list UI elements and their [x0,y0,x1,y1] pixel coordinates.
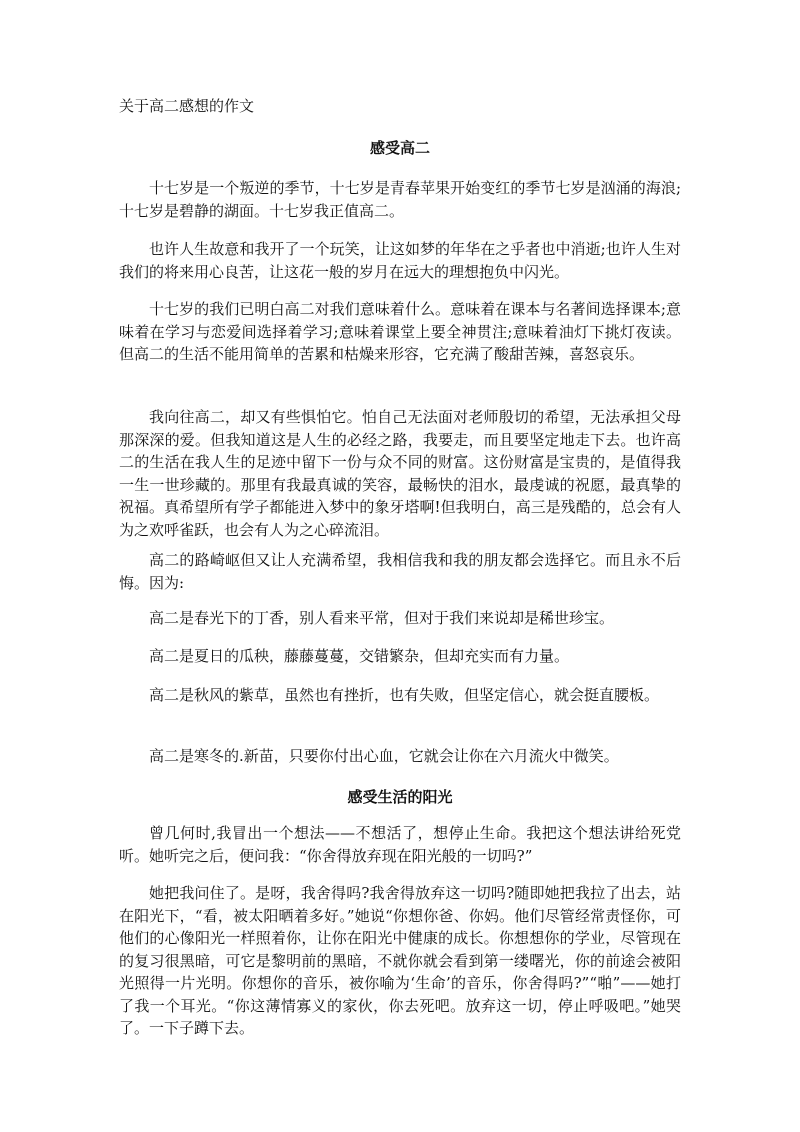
paragraph: 十七岁是一个叛逆的季节，十七岁是青春苹果开始变红的季节七岁是汹涌的海浪;十七岁是碧静的湖面。十七岁我正值高二。 [119,179,681,220]
paragraph: 高二是秋风的紫草，虽然也有挫折，也有失败，但坚定信心，就会挺直腰板。 [149,686,660,704]
paragraph: 十七岁的我们已明白高二对我们意味着什么。意味着在课本与名著间选择课本;意味着在学习与恋爱间选择着学习;意味着课堂上要全神贯注;意味着油灯下挑灯夜读。但高二的生活不能用简单的苦累和枯燥来形容，它充满了酸甜苦辣，喜怒哀乐。 [119,300,681,363]
paragraph: 高二是夏日的瓜秧，藤藤蔓蔓，交错繁杂，但却充实而有力量。 [149,647,570,665]
paragraph: 也许人生故意和我开了一个玩笑，让这如梦的年华在之乎者也中消逝;也许人生对我们的将来用心良苦，让这花一般的岁月在远大的理想抱负中闪光。 [119,240,681,281]
section-heading-1: 感受高二 [369,139,430,157]
paragraph: 高二是春光下的丁香，别人看来平常，但对于我们来说却是稀世珍宝。 [149,609,615,627]
paragraph: 我向往高二，却又有些惧怕它。怕自己无法面对老师殷切的希望，无法承担父母那深深的爱。但我知道这是人生的必经之路，我要走，而且要坚定地走下去。也许高二的生活在我人生的足迹中留下一份与众不同的财富。这份财富是宝贵的，是值得我一生一世珍藏的。那里有我最真诚的笑容，最畅快的泪水，最虔诚的祝愿，最真挚的祝福。真希望所有学子都能进入梦中的象牙塔啊!但我明白，高三是残酷的，总会有人为之欢呼雀跃，也会有人为之心碎流泪。 [119,408,681,539]
paragraph: 高二是寒冬的.新苗，只要你付出心血，它就会让你在六月流火中微笑。 [149,747,619,765]
document-title: 关于高二感想的作文 [119,97,255,115]
paragraph: 高二的路崎岖但又让人充满希望，我相信我和我的朋友都会选择它。而且永不后悔。因为: [119,551,681,592]
paragraph: 她把我问住了。是呀，我舍得吗?我舍得放弃这一切吗?随即她把我拉了出去，站在阳光下，“看，被太阳晒着多好。”她说“你想你爸、你妈。他们尽管经常责怪你，可他们的心像阳光一样照着你，让你在阳光中健康的成长。你想想你的学业，尽管现在的复习很黑暗，可它是黎明前的黑暗，不就你就会看到第一缕曙光，你的前途会被阳光照得一片光明。你想你的音乐，被你喻为‘生命’的音乐，你舍得吗?”“啪”——她打了我一个耳光。“你这薄情寡义的家伙，你去死吧。放弃这一切，停止呼吸吧。”她哭了。一下子蹲下去。 [119,884,681,1037]
paragraph: 曾几何时,我冒出一个想法——不想活了，想停止生命。我把这个想法讲给死党听。她听完之后，便问我：“你舍得放弃现在阳光般的一切吗?” [119,824,681,865]
section-heading-2: 感受生活的阳光 [347,788,453,806]
